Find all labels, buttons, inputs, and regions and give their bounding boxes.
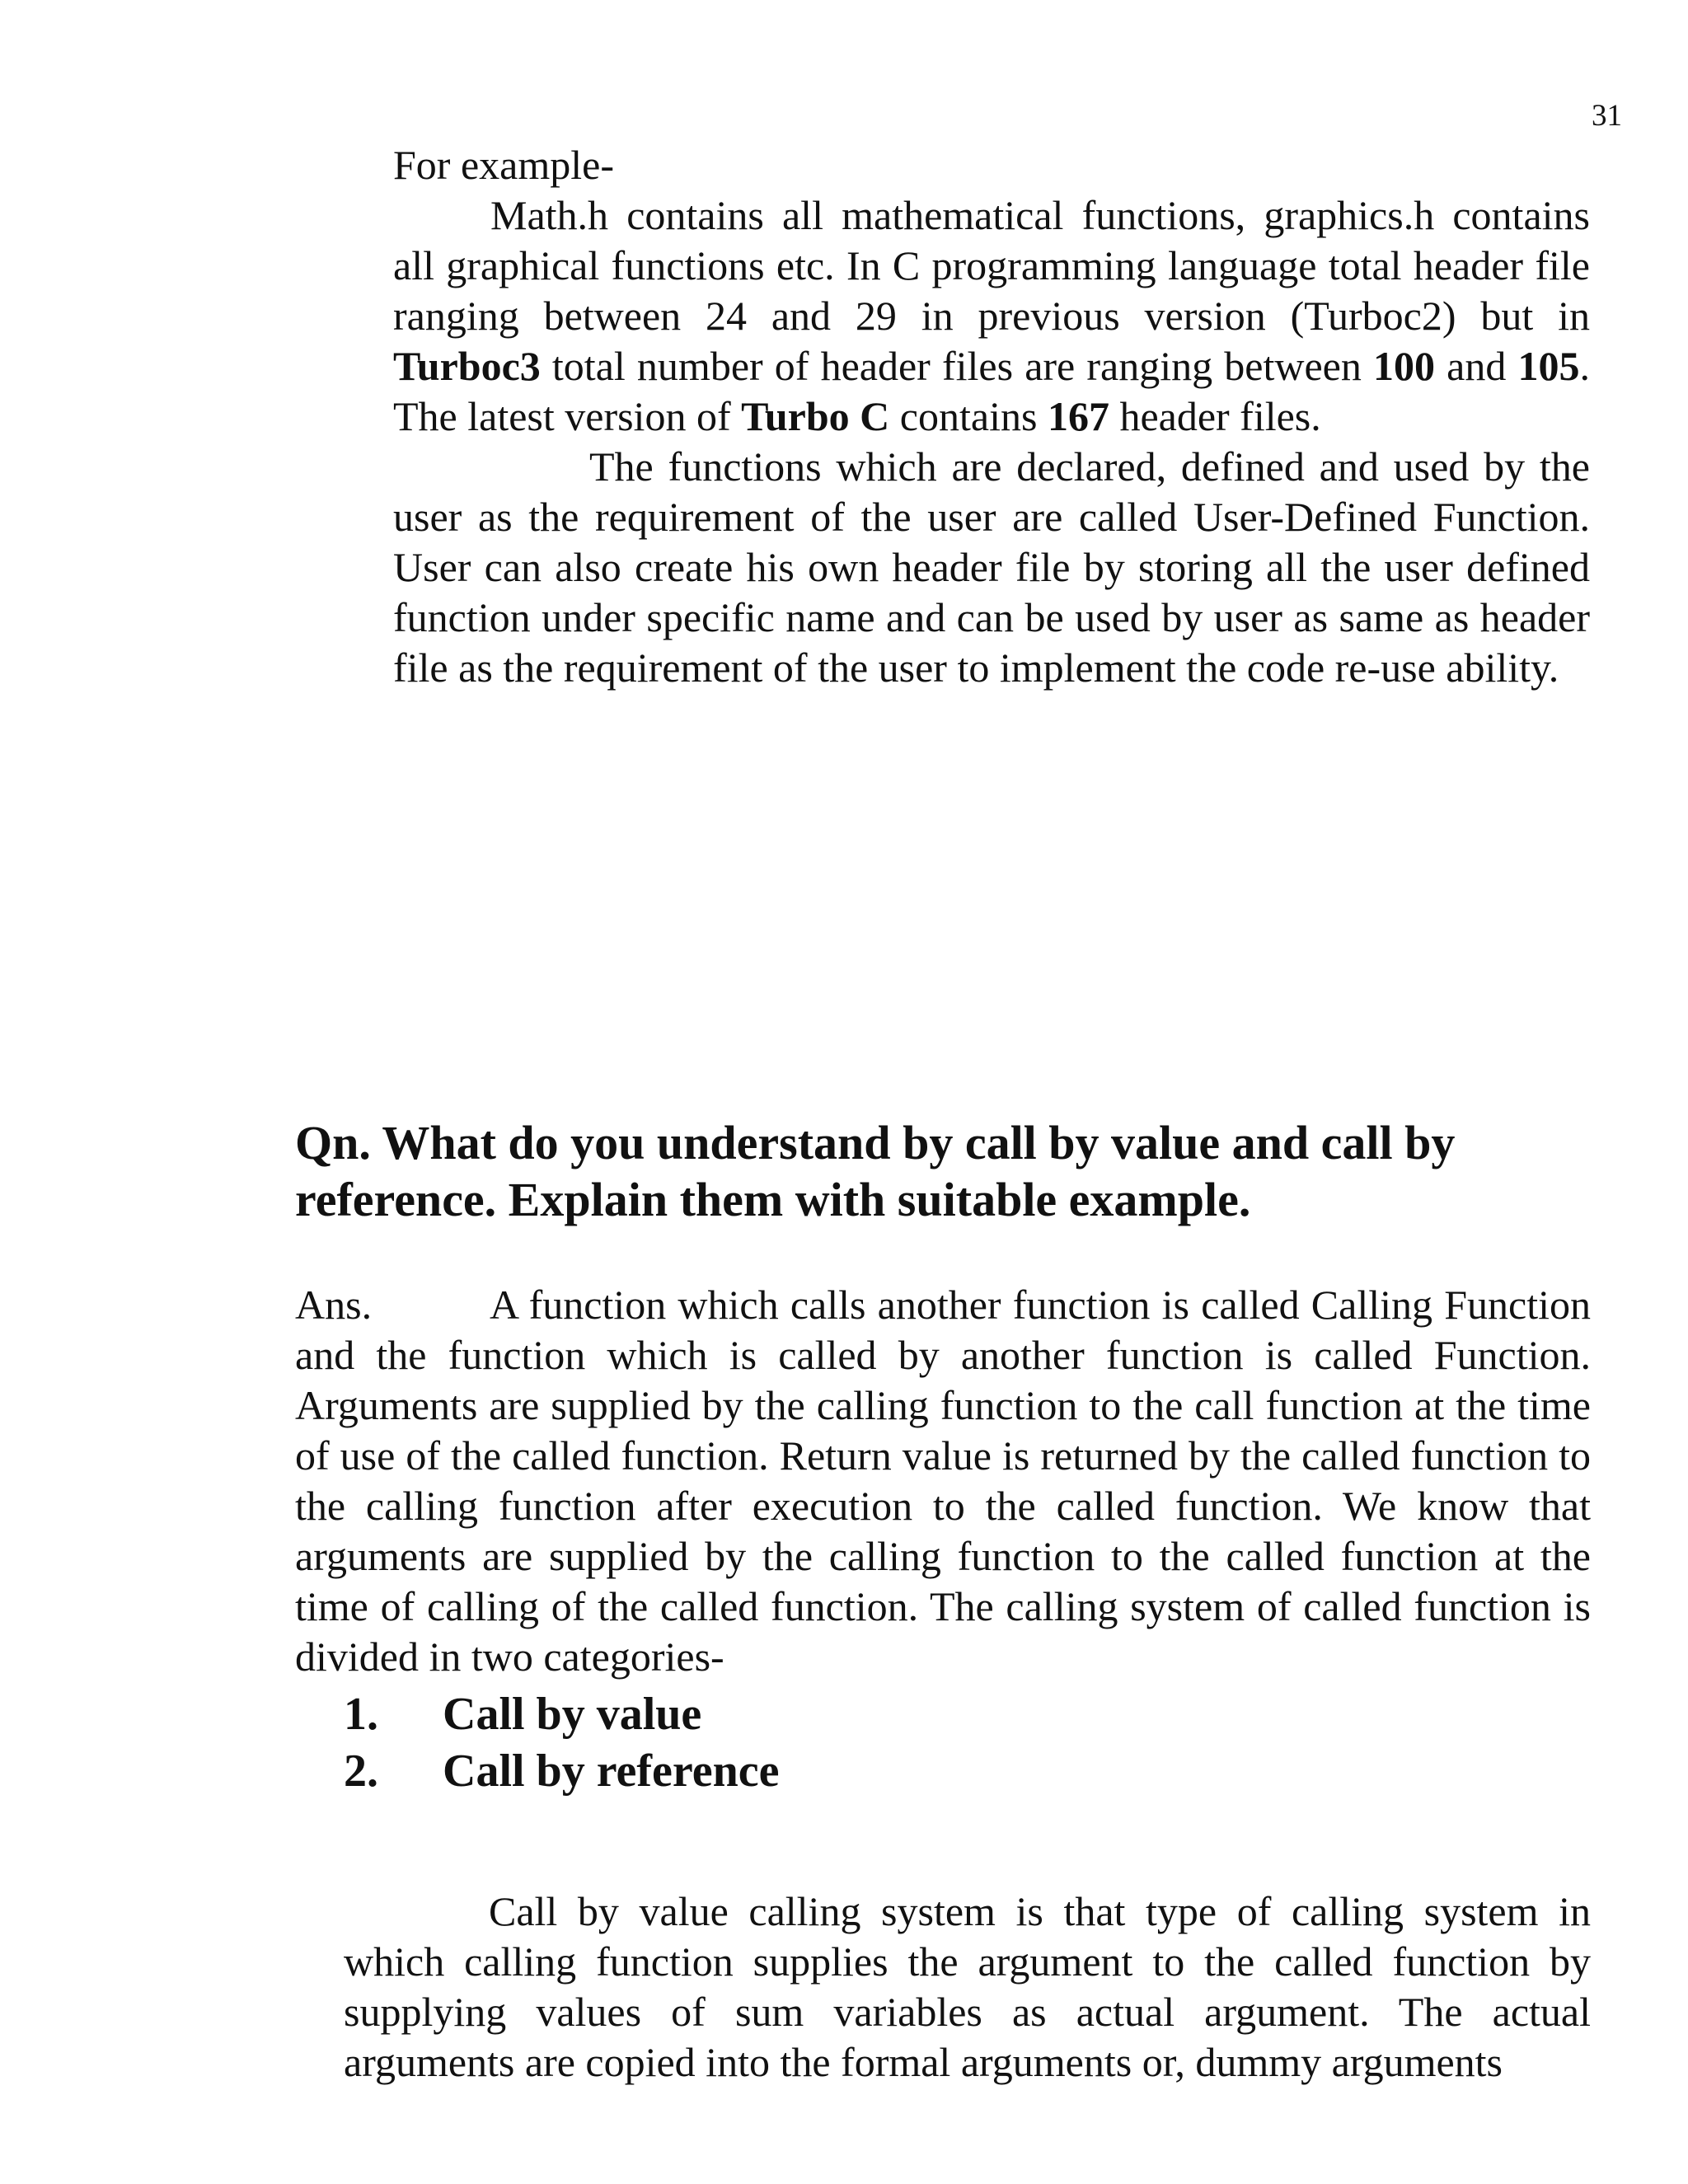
paragraph-text: total number of header files are ranging between: [540, 343, 1373, 389]
call-by-value-section: [344, 1886, 1591, 2088]
answer-section: [295, 1280, 1591, 1682]
bold-text: Turboc3: [393, 343, 541, 389]
bold-text: Turbo C: [741, 393, 890, 439]
list-item: [344, 1686, 779, 1743]
list-item-label: Call by reference: [443, 1746, 780, 1797]
answer-text: A function which calls another function is called Calling Function and the function which is called by another function is called Function. Arguments are supplied by the calling function to the call function at the time of use of the called function. Return value is returned by the called function to the calling function after execution to the called function. We know that arguments are supplied by the calling function to the called function at the time of calling of the called function. The calling system of called function is divided in two categories-: [295, 1282, 1591, 1680]
list-item: [344, 1743, 779, 1800]
list-item-number: 1.: [344, 1689, 378, 1740]
paragraph-text: and: [1435, 343, 1518, 389]
bold-text: 105: [1517, 343, 1580, 389]
answer-label: Ans.: [295, 1282, 373, 1328]
paragraph-text: contains: [889, 393, 1048, 439]
category-list: [344, 1686, 779, 1800]
call-by-value-paragraph: Call by value calling system is that type of calling system in which calling function supplies the argument to the called function by supplying values of sum variables as actual argument. The actual arguments are copied into the formal arguments or, dummy arguments: [344, 1888, 1591, 2085]
paragraph-text: Math.h contains all mathematical functions, graphics.h contains all graphical functions etc. In C programming language total header file ranging between 24 and 29 in previous version (Turboc2) but in: [393, 192, 1590, 339]
example-heading: For example-: [393, 142, 614, 188]
bold-text: 167: [1047, 393, 1109, 439]
bold-text: 100: [1373, 343, 1435, 389]
user-defined-paragraph: The functions which are declared, defined and used by the user as the requirement of the user are called User-Defined Function. User can also create his own header file by storing all the user defined function under specific name and can be used by user as same as header file as the requirement of the user to implement the code re-use ability.: [393, 443, 1590, 691]
page-number: 31: [1592, 99, 1622, 133]
question-heading: Qn. What do you understand by call by value and call by reference. Explain them with suitable example.: [295, 1116, 1456, 1226]
header-files-paragraph: [393, 190, 1590, 442]
list-item-label: Call by value: [443, 1689, 702, 1740]
paragraph-text: header files.: [1109, 393, 1321, 439]
list-item-number: 2.: [344, 1746, 378, 1797]
paragraph-text: . The latest version of: [393, 343, 1590, 439]
example-section: [393, 140, 1590, 693]
